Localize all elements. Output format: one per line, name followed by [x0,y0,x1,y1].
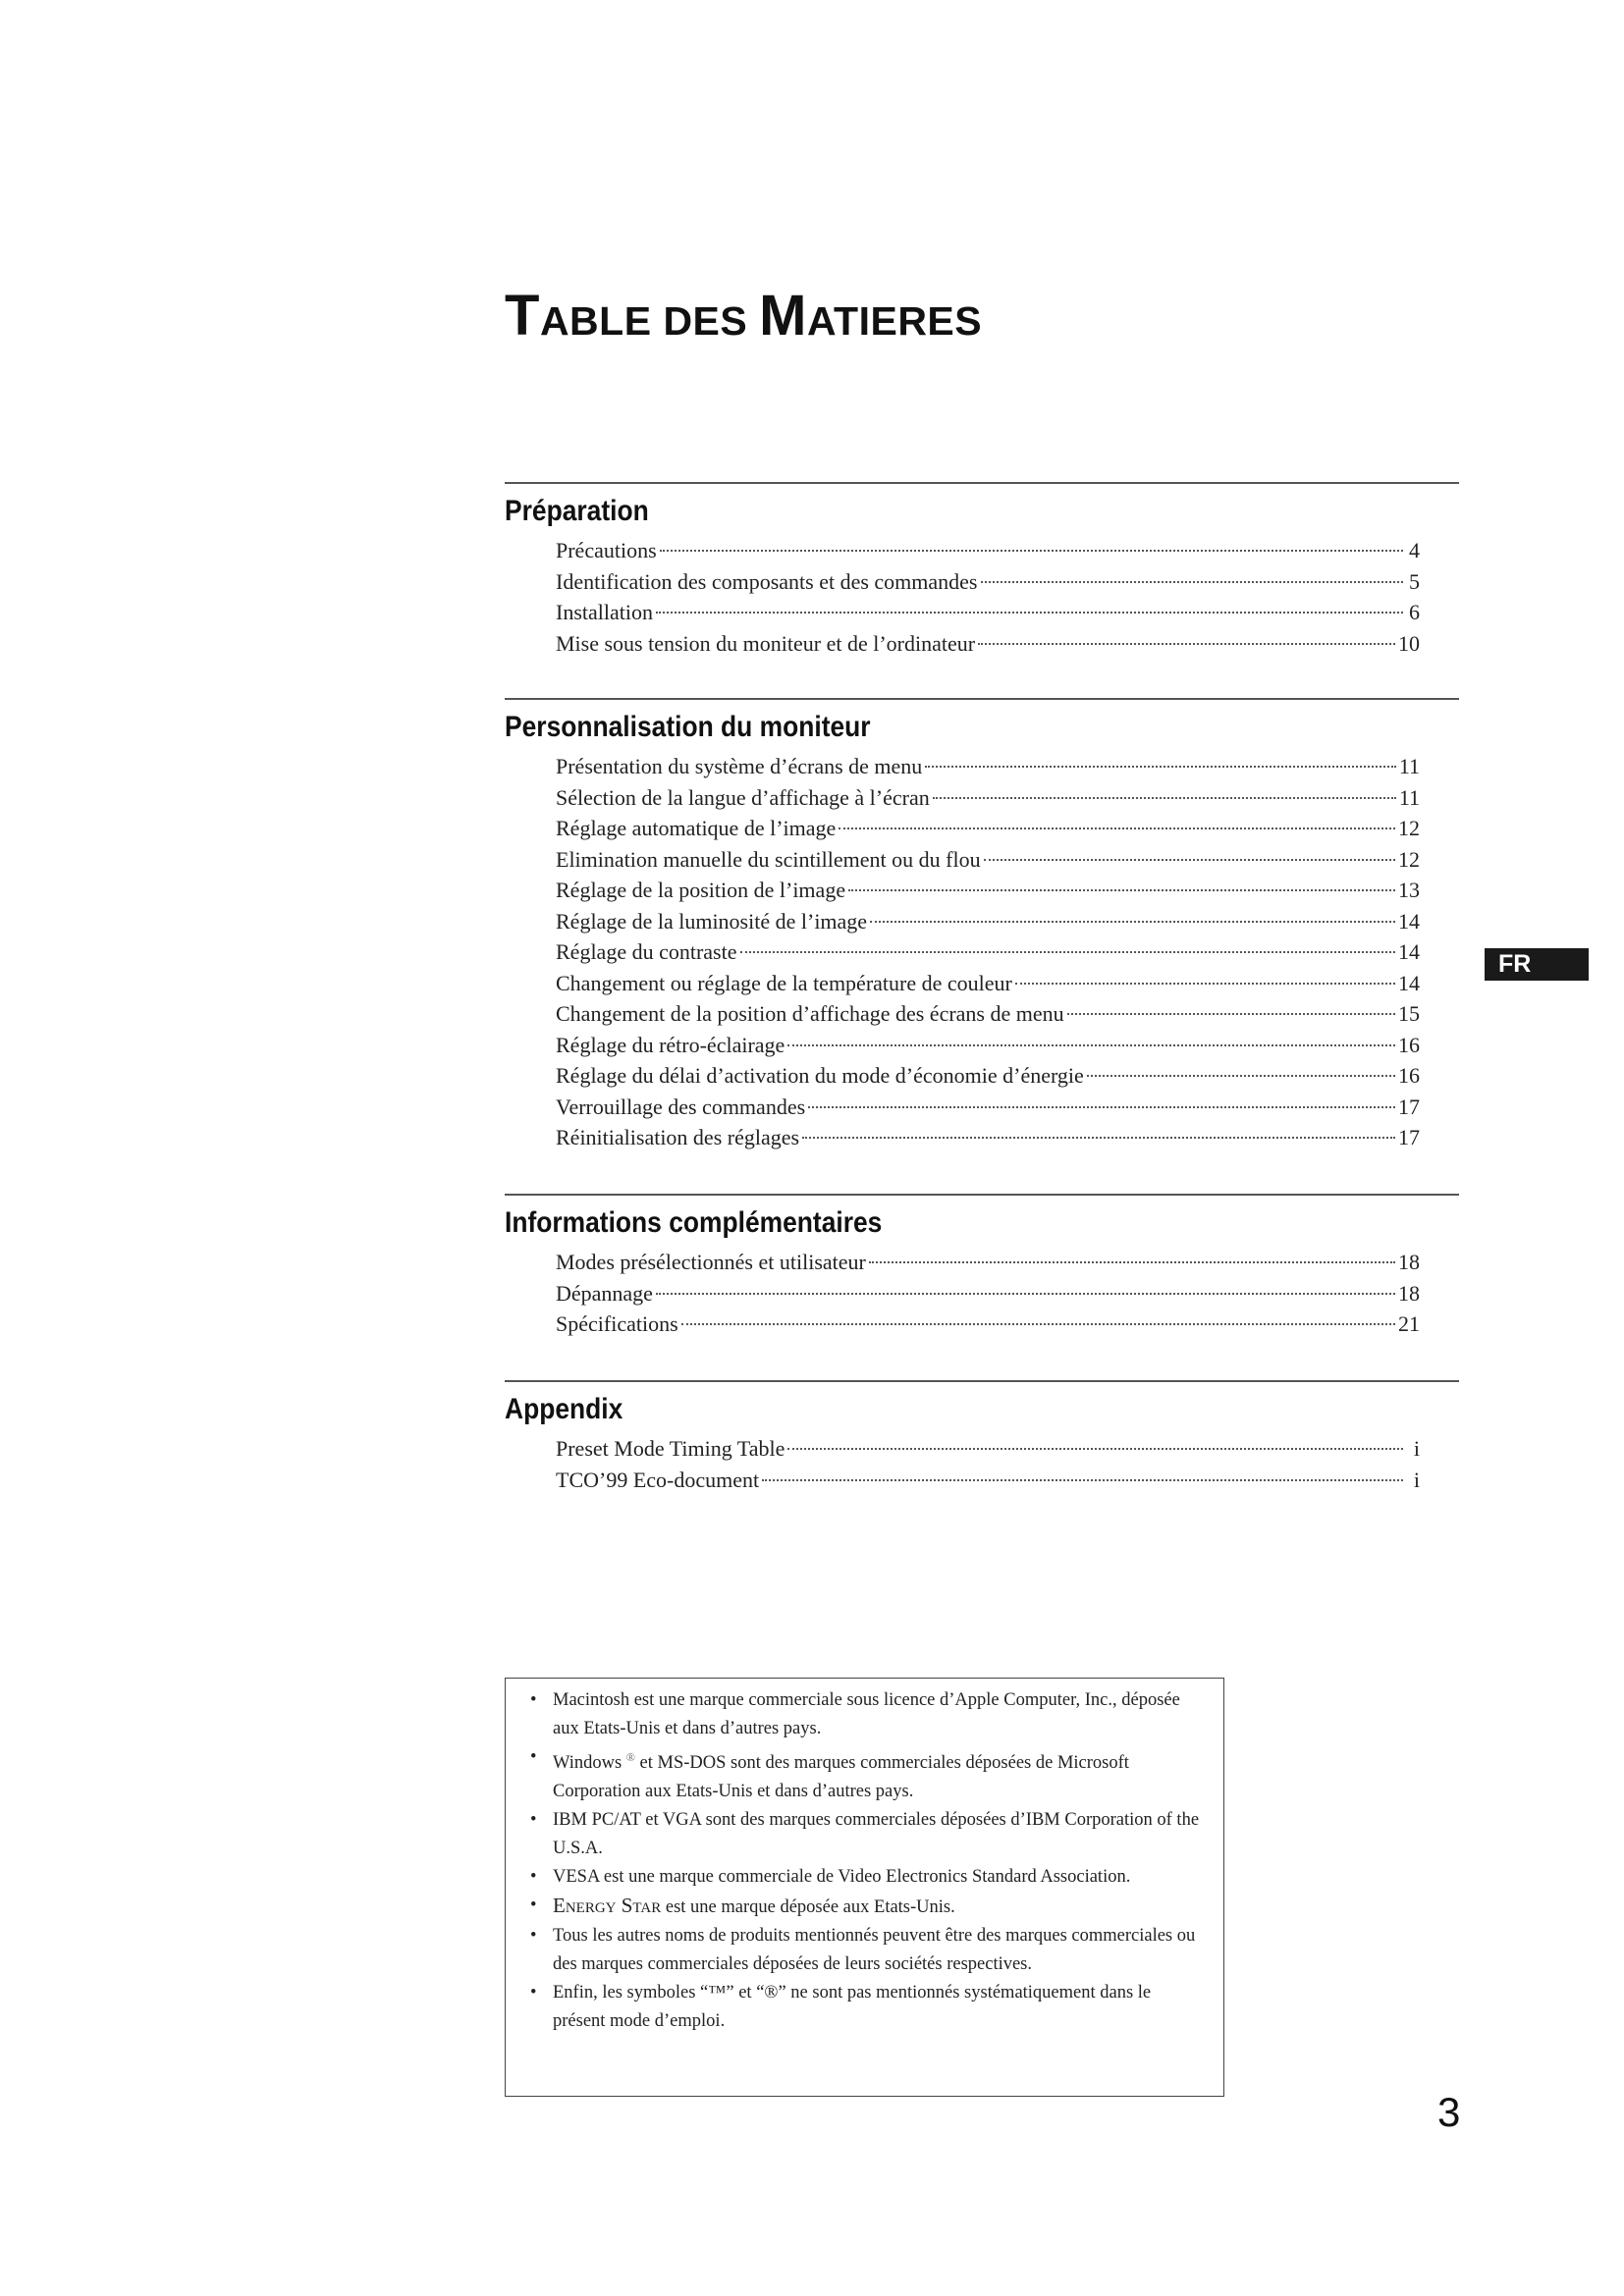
toc-label: Preset Mode Timing Table [556,1436,785,1461]
section-preparation [505,482,1459,659]
toc-entry[interactable] [556,1060,1420,1092]
toc-leader-dots [925,766,1396,768]
toc-label: Modes présélectionnés et utilisateur [556,1250,866,1274]
toc-entry[interactable] [556,751,1420,782]
toc-label: Identification des composants et des commandes [556,568,978,594]
toc-page-number: 14 [1398,939,1420,964]
notice-text: IBM PC/AT et VGA sont des marques commerciales déposées d’IBM Corporation of the U.S.A. [553,1810,1200,1859]
notice-text: Tous les autres noms de produits mentionnés peuvent être des marques commerciales ou des marques commerciales déposées de leurs sociétés respectives. [553,1926,1196,1975]
toc-entry[interactable] [556,875,1420,906]
toc-entry[interactable] [556,1433,1420,1465]
toc-entry[interactable] [556,1247,1420,1278]
toc-leader-dots [681,1323,1395,1325]
notice-macintosh [525,1686,1204,1743]
toc-page-number: 14 [1398,970,1420,995]
notice-text: Macintosh est une marque commerciale sous licence d’Apple Computer, Inc., déposée aux Etats-Unis et dans d’autres pays. [553,1690,1180,1738]
notice-text: Windows [553,1753,623,1774]
toc-page-number: i [1413,1467,1420,1492]
toc-entry[interactable] [556,566,1420,598]
toc-page-number: 4 [1409,538,1420,562]
toc-page-number: 11 [1398,784,1420,810]
bullet-icon: • [530,1983,537,2003]
toc-leader-dots [1067,1013,1395,1015]
energy-star-name: Energy Star [553,1894,662,1918]
toc-leader-dots [1087,1075,1395,1077]
notice-ibm [525,1806,1204,1863]
toc-page-number: 12 [1398,846,1420,872]
toc-entry[interactable] [556,844,1420,876]
toc-page-number: 18 [1398,1250,1420,1274]
toc-entry[interactable] [556,813,1420,844]
toc-entry[interactable] [556,1092,1420,1123]
toc-entry[interactable] [556,597,1420,628]
section-heading: Personnalisation du moniteur [505,711,871,743]
notice-text: et MS-DOS sont des marques commerciales déposées de Microsoft Corporation aux Etats-Unis et dans d’autres pays. [553,1753,1129,1802]
notice-energy-star [525,1892,1204,1922]
toc-page-number: 5 [1409,568,1420,594]
toc-leader-dots [808,1106,1395,1108]
notice-windows [525,1743,1204,1806]
toc-page-number: 18 [1398,1280,1420,1306]
toc-leader-dots [656,612,1403,614]
notice-other-trademarks [525,1922,1204,1979]
bullet-icon: • [530,1690,537,1710]
toc-entry[interactable] [556,936,1420,968]
toc-leader-dots [787,1044,1395,1046]
toc-leader-dots [660,550,1403,552]
toc-page-number: 10 [1398,630,1420,656]
toc-label: Changement de la position d’affichage des écrans de menu [556,1001,1064,1026]
notice-text: est une marque déposée aux Etats-Unis. [661,1897,955,1918]
toc-page-number: 13 [1398,878,1420,902]
toc-label: Spécifications [556,1311,678,1336]
toc-leader-dots [787,1448,1403,1450]
title-rest-1: ABLE DES [539,298,760,344]
toc-label: Installation [556,600,653,624]
toc-label: TCO’99 Eco-document [556,1467,760,1492]
toc-list [556,1433,1420,1495]
toc-entry[interactable] [556,1030,1420,1061]
toc-entry[interactable] [556,628,1420,660]
toc-label: Dépannage [556,1280,653,1306]
toc-leader-dots [984,859,1395,861]
toc-leader-dots [981,581,1404,583]
toc-label: Verrouillage des commandes [556,1094,806,1119]
toc-leader-dots [933,797,1396,799]
toc-entry[interactable] [556,906,1420,937]
bullet-icon: • [530,1926,537,1947]
toc-page-number: 16 [1398,1063,1420,1088]
toc-label: Réglage automatique de l’image [556,816,837,840]
toc-page-number: 6 [1409,600,1420,624]
notice-symbols [525,1979,1204,2036]
toc-entry[interactable] [556,782,1420,814]
title-rest-2: ATIERES [806,298,983,344]
toc-label: Réglage de la position de l’image [556,878,846,902]
notice-vesa [525,1863,1204,1892]
toc-label: Elimination manuelle du scintillement ou du flou [556,846,981,872]
toc-label: Réglage du délai d’activation du mode d’économie d’énergie [556,1063,1084,1088]
toc-list [556,535,1420,659]
toc-leader-dots [978,643,1395,645]
toc-leader-dots [802,1137,1395,1139]
toc-label: Sélection de la langue d’affichage à l’écran [556,784,930,810]
toc-entry[interactable] [556,1122,1420,1153]
toc-entry[interactable] [556,1278,1420,1309]
toc-page-number: 15 [1398,1001,1420,1026]
toc-leader-dots [656,1293,1395,1295]
notice-text: Enfin, les symboles “™” et “®” ne sont pas mentionnés systématiquement dans le présent mode d’emploi. [553,1983,1152,2032]
toc-label: Réglage du rétro-éclairage [556,1032,785,1057]
toc-page-number: 21 [1398,1311,1420,1336]
bullet-icon: • [530,1810,537,1831]
section-heading: Appendix [505,1393,623,1425]
toc-page-number: 14 [1398,908,1420,934]
toc-page-number: 12 [1398,816,1420,840]
section-heading: Informations complémentaires [505,1206,883,1239]
toc-label: Réinitialisation des réglages [556,1125,800,1149]
toc-leader-dots [762,1479,1403,1481]
trademark-notice-box [505,1678,1224,2097]
language-tab-fr: FR [1485,948,1589,981]
toc-entry[interactable] [556,1308,1420,1340]
notice-text: VESA est une marque commerciale de Video Electronics Standard Association. [553,1867,1131,1888]
title-initial-t: T [505,284,540,347]
toc-page-number: 17 [1398,1094,1420,1119]
section-personnalisation [505,698,1459,1153]
toc-list [556,751,1420,1153]
toc-leader-dots [839,828,1395,829]
toc-leader-dots [848,889,1395,891]
toc-entry[interactable] [556,1465,1420,1496]
toc-leader-dots [740,951,1396,953]
toc-entry[interactable] [556,535,1420,566]
bullet-icon: • [530,1867,537,1888]
bullet-icon: • [530,1747,537,1767]
bullet-icon: • [530,1896,537,1916]
toc-label: Mise sous tension du moniteur et de l’ordinateur [556,630,976,656]
page-number: 3 [1437,2089,1461,2135]
toc-label: Réglage du contraste [556,939,737,964]
toc-list [556,1247,1420,1340]
toc-leader-dots [869,1261,1395,1263]
toc-label: Précautions [556,538,657,562]
toc-page-number: 11 [1398,754,1420,778]
page-title [505,283,982,348]
toc-entry[interactable] [556,998,1420,1030]
toc-label: Réglage de la luminosité de l’image [556,908,868,934]
toc-page-number: 16 [1398,1032,1420,1057]
section-informations [505,1194,1459,1340]
section-heading: Préparation [505,495,649,527]
toc-leader-dots [1015,983,1395,985]
toc-label: Changement ou réglage de la température de couleur [556,970,1012,995]
toc-label: Présentation du système d’écrans de menu [556,754,923,778]
toc-page-number: 17 [1398,1125,1420,1149]
registered-mark: ® [625,1750,635,1764]
section-appendix [505,1380,1459,1495]
toc-leader-dots [870,921,1395,923]
toc-entry[interactable] [556,968,1420,999]
toc-page-number: i [1413,1436,1420,1461]
title-initial-m: M [759,284,807,347]
